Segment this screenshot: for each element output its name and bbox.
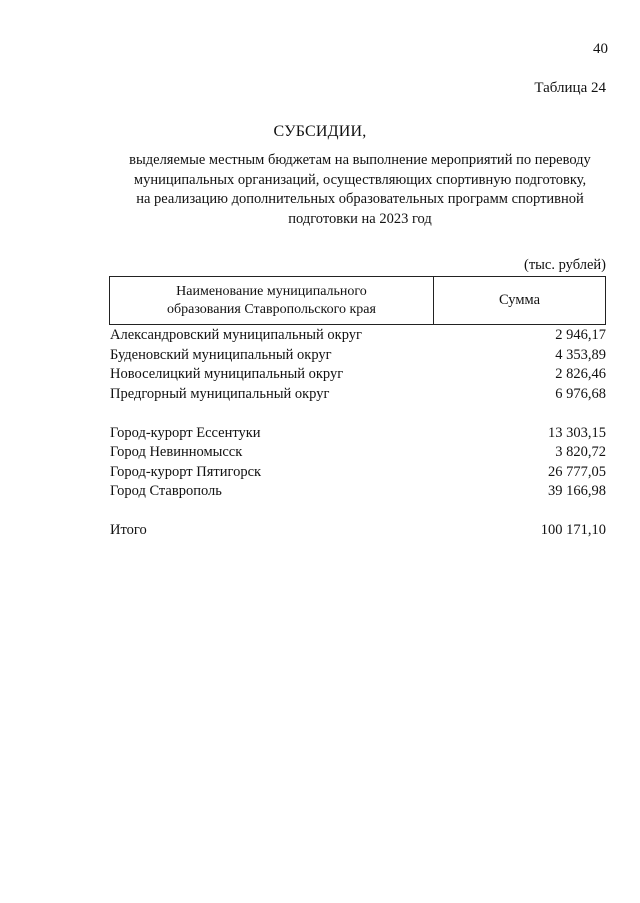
subtitle-line: муниципальных организаций, осуществляющих спортивную подготовку,: [133, 171, 587, 188]
amount: 26 777,05: [548, 463, 606, 480]
total-amount: 100 171,10: [540, 522, 606, 538]
table-row: [110, 482, 606, 502]
amount: 6 976,68: [555, 385, 606, 402]
municipality-name: Город Ставрополь: [110, 483, 222, 499]
municipality-name: Новоселицкий муниципальный округ: [110, 366, 344, 382]
amount: 39 166,98: [548, 483, 606, 499]
table-body: [110, 326, 606, 541]
table-row: [110, 443, 606, 463]
municipality-name: Предгорный муниципальный округ: [110, 385, 330, 402]
municipality-name: Город-курорт Ессентуки: [110, 424, 261, 441]
municipality-name: Город Невинномысск: [110, 444, 243, 460]
total-row: [110, 521, 606, 541]
group-spacer: [110, 404, 606, 424]
group-spacer: [110, 502, 606, 522]
municipality-name: Буденовский муниципальный округ: [110, 346, 332, 363]
table-row: [110, 385, 606, 405]
table-header: [109, 276, 606, 325]
table-row: [110, 346, 606, 366]
header-sum-cell: Сумма: [498, 292, 541, 308]
amount: 4 353,89: [555, 346, 606, 363]
header-name-line: Наименование муниципального: [176, 283, 367, 299]
document-title: СУБСИДИИ,: [273, 123, 367, 140]
table-row: [110, 326, 606, 346]
amount: 3 820,72: [555, 444, 606, 460]
subtitle-line: выделяемые местным бюджетам на выполнение мероприятий по переводу: [129, 152, 591, 168]
table-row: [110, 424, 606, 444]
amount: 2 946,17: [555, 327, 606, 343]
header-name-cell: [110, 277, 434, 324]
total-label: Итого: [110, 522, 147, 538]
table-row: [110, 365, 606, 385]
units-label: (тыс. рублей): [524, 257, 606, 273]
subtitle-line: на реализацию дополнительных образовательных программ спортивной: [136, 191, 584, 207]
table-row: [110, 463, 606, 483]
amount: 2 826,46: [555, 366, 606, 382]
page-number: 40: [593, 41, 608, 57]
amount: 13 303,15: [548, 424, 606, 441]
municipality-name: Александровский муниципальный округ: [110, 327, 362, 343]
header-name-line: образования Ставропольского края: [167, 301, 376, 317]
municipality-name: Город-курорт Пятигорск: [110, 463, 262, 480]
table-number: Таблица 24: [534, 80, 606, 96]
subtitle-line: подготовки на 2023 год: [288, 210, 432, 227]
document-subtitle: [100, 151, 620, 229]
